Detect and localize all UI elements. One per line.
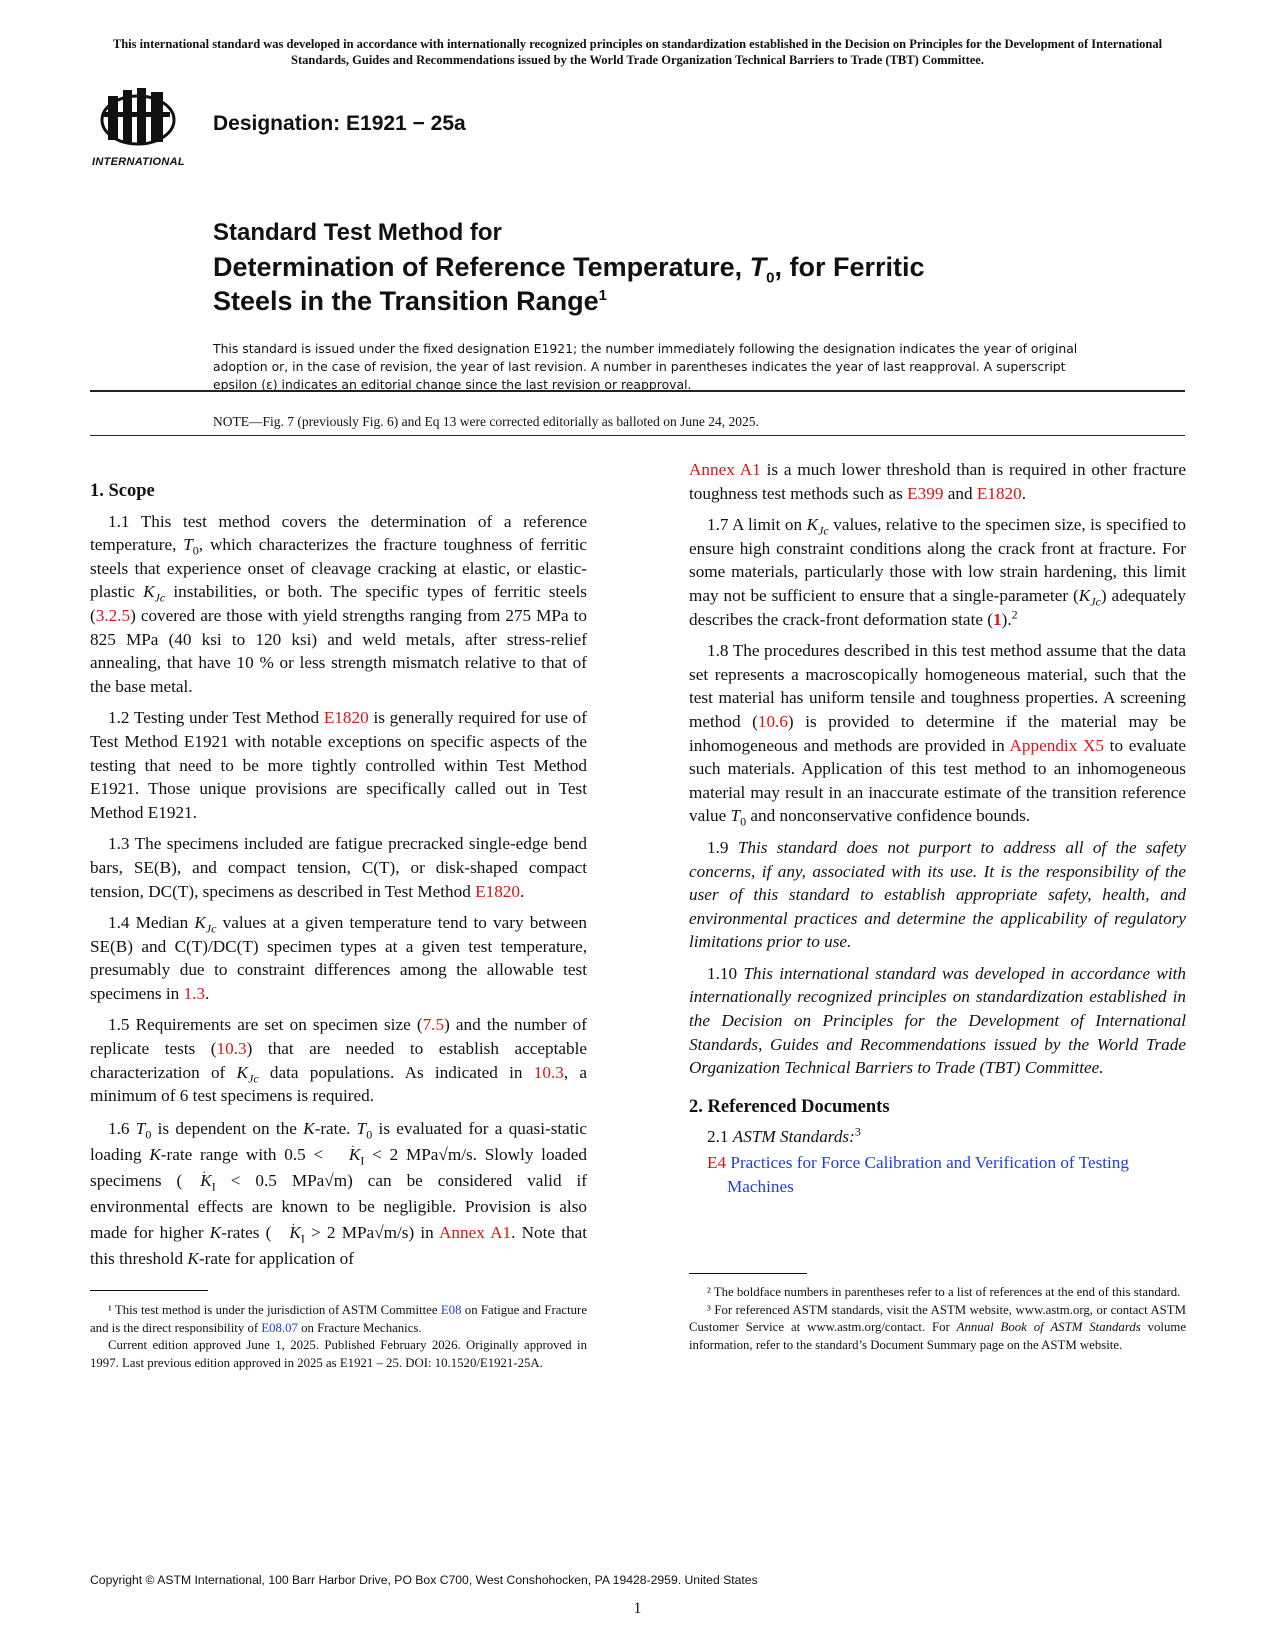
para-1-7: 1.7 A limit on $K_{Jc}$ values, relative to the specimen size, is specified to ensure high constraint conditions along the crack front at fracture. For some materials, particularly those with low strain hardening, this limit may not be sufficient to ensure that a single-parameter $(K_{Jc})$ adequately describes the crack-front deformation state (1).$^2$ xyxy=(689,515,1187,629)
astm-logo xyxy=(92,82,192,174)
link-10-6[interactable]: 10.6 xyxy=(757,711,788,731)
link-e1820[interactable]: E1820 xyxy=(323,708,369,728)
section-2-heading: 2. Referenced Documents xyxy=(689,1096,890,1117)
link-7-5[interactable]: 7.5 xyxy=(422,1015,445,1035)
para-1-8: 1.8 The procedures described in this test method assume that the data set represents a macroscopically homogeneous material, such that the test material has uniform tensile and toughness properties. A screening method (10.6) is provided to determine if the material may be inhomogeneous and methods are provided in Appendix X5 to evaluate such materials. Application of this test method to an inhomogeneous material may result in an inaccurate estimate of the transition reference value $T_0$ and nonconservative confidence bounds. xyxy=(689,641,1186,829)
para-1-6-cont: Annex A1 is a much lower threshold than is required in other fracture toughness test methods such as E399 and E1820. xyxy=(689,460,1186,503)
title-line-3: Steels in the Transition Range$^1$ xyxy=(213,286,607,316)
link-3-2-5[interactable]: 3.2.5 xyxy=(95,605,131,625)
link-e4-title[interactable]: Practices for Force Calibration and Verification of Testing Machines xyxy=(727,1153,1129,1196)
link-e4[interactable]: E4 xyxy=(707,1153,727,1173)
section-1-heading: 1. Scope xyxy=(90,481,155,501)
link-e08-07[interactable]: E08.07 xyxy=(261,1320,298,1335)
logo-text: INTERNATIONAL xyxy=(92,156,185,168)
footnote-rule-left xyxy=(90,1290,208,1291)
para-1-6: 1.6 $T_0$ is dependent on the K-rate. $T_0$ is evaluated for a quasi-static loading K-rate range with 0.5 < · $K_I < 2$ MPa√m/s. Slowly loaded specimens (· $K_I < 0.5$ MPa√m) can be considered valid if environmental effects are known to be negligible. Provision is also made for higher K-rates (· $K_I > 2$ MPa√m/s) in Annex A1. Note that this threshold K-rate for application of xyxy=(90,1116,587,1272)
link-e1820-b[interactable]: E1820 xyxy=(475,881,520,901)
footnote-2-3 xyxy=(689,1284,1186,1354)
link-annex-a1-b[interactable]: Annex A1 xyxy=(689,460,761,479)
designation: Designation: E1921 − 25a xyxy=(213,112,466,135)
preamble-statement: This international standard was developed in accordance with internationally recognized principles on standardization established in the Decision on Principles for the Development of International Standards, Guides and Recommendations issued by the World Trade Organization Technical Barriers to Trade (TBT) Committee. xyxy=(112,37,1163,67)
link-10-3[interactable]: 10.3 xyxy=(216,1039,247,1059)
para-2-1: 2.1 ASTM Standards:$^3$ xyxy=(707,1124,861,1147)
footnote-rule-right xyxy=(689,1273,807,1274)
editorial-note: NOTE—Fig. 7 (previously Fig. 6) and Eq 13 were corrected editorially as balloted on June 24, 2025. xyxy=(213,414,759,429)
link-appendix-x5[interactable]: Appendix X5 xyxy=(1009,735,1104,755)
para-1-3: 1.3 The specimens included are fatigue precracked single-edge bend bars, SE(B), and compact tension, C(T), or disk-shaped compact tension, DC(T), specimens as described in Test Method E1820. xyxy=(90,834,587,901)
page-number: 1 xyxy=(633,1600,642,1617)
left-column xyxy=(90,482,587,1280)
title-line-2: Determination of Reference Temperature, $T_0$, for Ferritic xyxy=(213,252,925,287)
copyright: Copyright © ASTM International, 100 Barr Harbor Drive, PO Box C700, West Conshohocken, PA 19428-2959. United States xyxy=(90,1573,758,1587)
page-title xyxy=(213,216,1113,318)
para-1-4: 1.4 Median $K_{Jc}$ values at a given temperature tend to vary between SE(B) and C(T)/DC(T) specimen types at a given test temperature, presumably due to constraint differences among the allowable test specimens in 1.3. xyxy=(90,913,587,1003)
link-e399[interactable]: E399 xyxy=(907,483,944,503)
link-annex-a1[interactable]: Annex A1 xyxy=(439,1222,512,1242)
para-1-9: 1.9 This standard does not purport to address all of the safety concerns, if any, associated with its use. It is the responsibility of the user of this standard to establish appropriate safety, health, and environmental practices and determine the applicability of regulatory limitations prior to use. xyxy=(689,837,1186,952)
para-1-5: 1.5 Requirements are set on specimen size (7.5) and the number of replicate tests (10.3) that are needed to establish acceptable characterization of $K_{Jc}$ data populations. As indicated in 10.3, a minimum of 6 test specimens is required. xyxy=(90,1015,587,1106)
para-1-2: 1.2 Testing under Test Method E1820 is generally required for use of Test Method E1921 with notable exceptions on specific aspects of the testing that need to be more tightly controlled within Test Method E1921. Those unique provisions are specifically called out in Test Method E1921. xyxy=(90,708,588,822)
title-line-1: Standard Test Method for xyxy=(213,219,502,246)
link-e1820-c[interactable]: E1820 xyxy=(976,483,1022,503)
footnote-1: ¹ This test method is under the jurisdiction of ASTM Committee E08 on Fatigue and Fracture and is the direct responsibility of E08.07 on Fracture Mechanics. Current edition approved June 1, 2025. Published February 2026. Originally approved in 1997. Last previous edition approved in 2025 as E1921 – 25. DOI: 10.1520/E1921-25A. xyxy=(90,1303,587,1370)
issue-statement: This standard is issued under the fixed designation E1921; the number immediately following the designation indicates the year of original adoption or, in the case of revision, the year of last revision. A number in parentheses indicates the year of last reapproval. A superscript epsilon (ε) indicates an editorial change since the last revision or reapproval. xyxy=(213,341,1078,392)
footnote-3: ³ For referenced ASTM standards, visit the ASTM website, www.astm.org, or contact ASTM Customer Service at www.astm.org/contact. For Annual Book of ASTM Standards volume information, refer to the standard’s Document Summary page on the ASTM website. xyxy=(689,1302,1186,1352)
note-rule xyxy=(90,435,1185,436)
top-rule xyxy=(90,390,1185,392)
footnote-2: ² The boldface numbers in parentheses refer to a list of references at the end of this standard. xyxy=(707,1285,1181,1299)
link-e08[interactable]: E08 xyxy=(440,1303,462,1317)
para-1-1: 1.1 This test method covers the determination of a reference temperature, $T_0$, which characterizes the fracture toughness of ferritic steels that experience onset of cleavage cracking at elastic, or elastic-plastic $K_{Jc}$ instabilities, or both. The specific types of ferritic steels (3.2.5) covered are those with yield strengths ranging from 275 MPa to 825 MPa (40 ksi to 120 ksi) and weld metals, after stress-relief annealing, that have 10 % or less strength mismatch relative to that of the base metal. xyxy=(90,511,587,696)
link-1-3[interactable]: 1.3 xyxy=(183,983,206,1003)
link-ref-1[interactable]: 1 xyxy=(993,609,1002,629)
link-10-3-b[interactable]: 10.3 xyxy=(533,1062,564,1082)
para-1-10: 1.10 This international standard was developed in accordance with internationally recognized principles on standardization established in the Decision on Principles for the Development of International Standards, Guides and Recommendations issued by the World Trade Organization Technical Barriers to Trade (TBT) Committee. xyxy=(689,963,1187,1078)
right-column xyxy=(689,458,1186,1206)
e4-reference xyxy=(689,1151,1186,1198)
